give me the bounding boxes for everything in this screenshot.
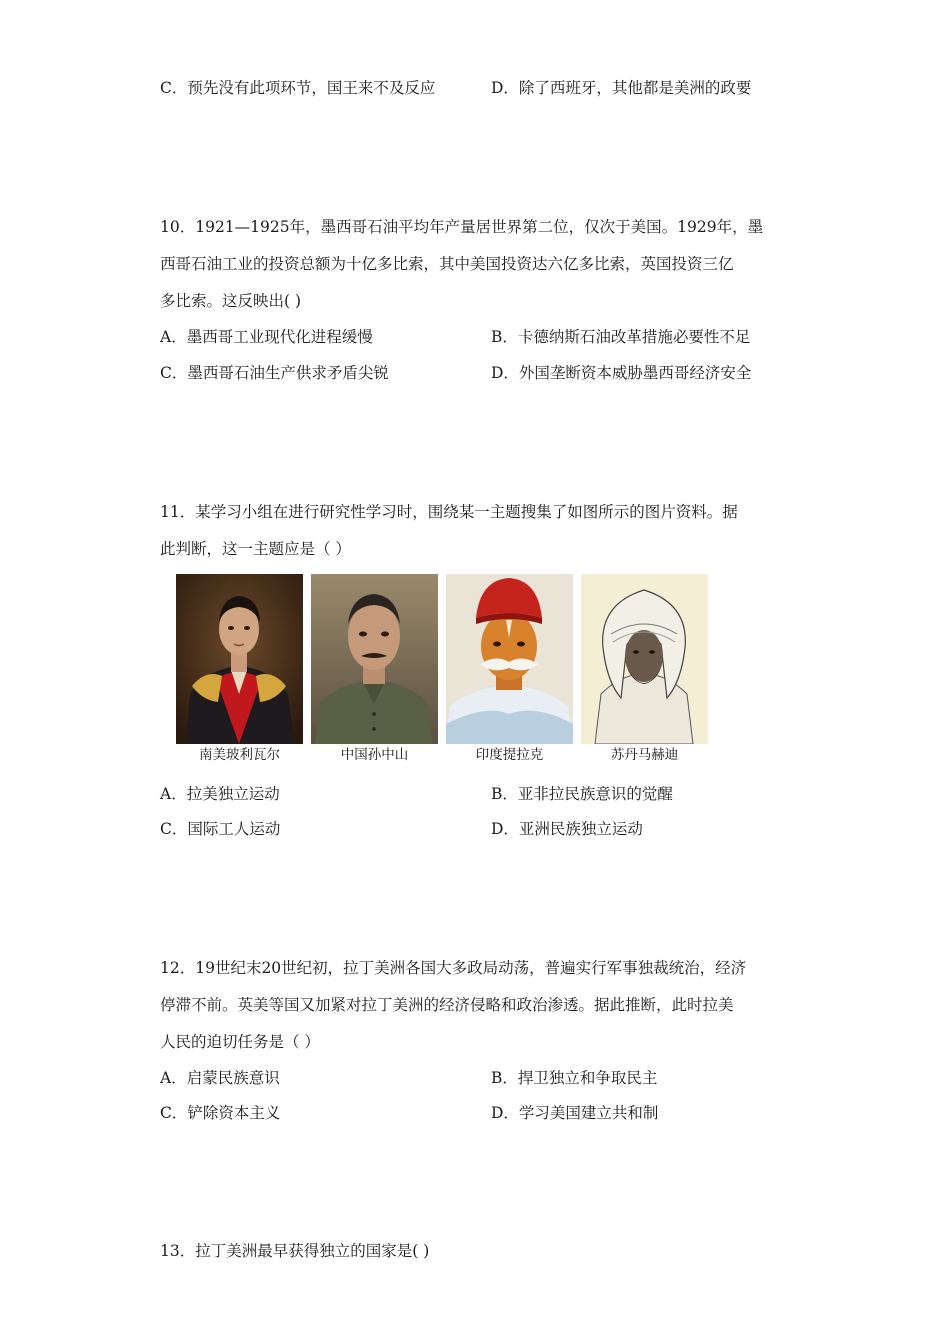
q12-stem-line-2: 停滞不前。英美等国又加紧对拉丁美洲的经济侵略和政治渗透。据此推断，此时拉美 — [160, 996, 734, 1014]
q10-stem-line-3: 多比索。这反映出( ) — [160, 292, 302, 310]
portrait-caption-bolivar: 南美玻利瓦尔 — [199, 747, 280, 763]
bolivar-portrait-image — [176, 574, 303, 744]
tilak-portrait-image — [446, 574, 573, 744]
q10-option-d: D．外国垄断资本威胁墨西哥经济安全 — [491, 364, 752, 382]
q12-option-c: C．铲除资本主义 — [160, 1104, 281, 1122]
portrait-sun-yat-sen — [311, 574, 438, 770]
q11-option-d: D．亚洲民族独立运动 — [491, 820, 643, 838]
q11-option-c: C．国际工人运动 — [160, 820, 281, 838]
q13-stem-line-1: 13．拉丁美洲最早获得独立的国家是( ) — [160, 1242, 430, 1260]
q11-stem-line-1: 11．某学习小组在进行研究性学习时，围绕某一主题搜集了如图所示的图片资料。据 — [160, 503, 738, 521]
portrait-strip — [176, 574, 708, 770]
q10-stem-line-2: 西哥石油工业的投资总额为十亿多比索，其中美国投资达六亿多比索，英国投资三亿 — [160, 255, 734, 273]
q12-stem-line-3: 人民的迫切任务是（ ） — [160, 1033, 320, 1051]
q11-stem-line-2: 此判断，这一主题应是（ ） — [160, 540, 351, 558]
q12-stem-line-1: 12．19世纪末20世纪初，拉丁美洲各国大多政局动荡，普遍实行军事独裁统治，经济 — [160, 959, 747, 977]
q11-option-b: B．亚非拉民族意识的觉醒 — [491, 785, 673, 803]
portrait-caption-tilak: 印度提拉克 — [475, 747, 544, 763]
portrait-caption-sun-yat-sen: 中国孙中山 — [340, 747, 409, 763]
q9-option-d: D．除了西班牙，其他都是美洲的政要 — [491, 79, 752, 97]
mahdi-portrait-image — [581, 574, 708, 744]
portrait-caption-mahdi: 苏丹马赫迪 — [610, 747, 679, 763]
q10-option-a: A．墨西哥工业现代化进程缓慢 — [160, 328, 373, 346]
q10-option-c: C．墨西哥石油生产供求矛盾尖锐 — [160, 364, 389, 382]
sun-yat-sen-portrait-image — [311, 574, 438, 744]
q10-option-b: B．卡德纳斯石油改革措施必要性不足 — [491, 328, 751, 346]
q9-option-c: C．预先没有此项环节，国王来不及反应 — [160, 79, 436, 97]
portrait-bolivar — [176, 574, 303, 770]
portrait-mahdi — [581, 574, 708, 770]
q12-option-a: A．启蒙民族意识 — [160, 1069, 280, 1087]
q12-option-d: D．学习美国建立共和制 — [491, 1104, 659, 1122]
portrait-tilak — [446, 574, 573, 770]
q12-option-b: B．捍卫独立和争取民主 — [491, 1069, 658, 1087]
q10-stem-line-1: 10．1921—1925年，墨西哥石油平均年产量居世界第二位，仅次于美国。1929年，墨 — [160, 218, 764, 236]
q11-option-a: A．拉美独立运动 — [160, 785, 280, 803]
